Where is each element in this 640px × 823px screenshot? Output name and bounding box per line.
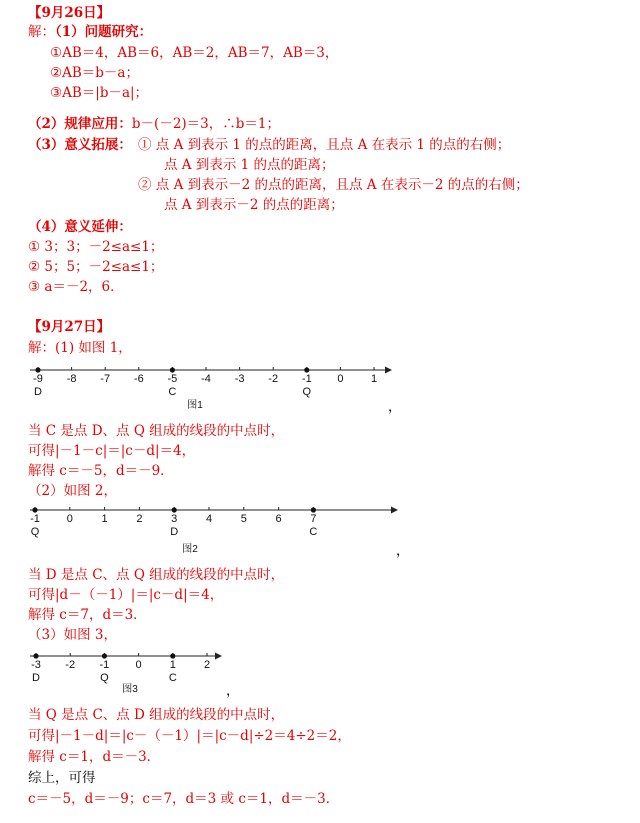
point-marker: [32, 507, 37, 512]
point-label: C: [168, 386, 177, 398]
part1-label: （1）问题研究：: [55, 24, 153, 40]
answer-label: 解：: [28, 24, 55, 40]
axis-arrow: [385, 367, 392, 374]
figure-caption: 图2: [182, 544, 198, 555]
point-label: C: [309, 526, 318, 538]
point-label: C: [168, 672, 177, 684]
part2-label: （2）规律应用：: [28, 116, 132, 132]
point-label: D: [34, 386, 42, 398]
tick-label: -2: [268, 373, 279, 385]
figure-caption: 图1: [187, 400, 203, 411]
fig1-line-2: 可得|－1－c|＝|c－d|＝4，: [28, 443, 196, 459]
part3-intro: （3）如图 3，: [28, 627, 117, 643]
answer-line: [28, 23, 152, 41]
fig3-line-3: 解得 c＝1，d＝－3．: [28, 749, 161, 765]
point-label: Q: [302, 386, 312, 398]
tick-label: -2: [65, 659, 76, 671]
point-marker: [170, 367, 175, 372]
part3-line-4: 点 A 到表示－2 的点的距离；: [164, 197, 344, 213]
tick-label: -7: [100, 373, 111, 385]
point-marker: [172, 507, 177, 512]
tick-label: 1: [370, 373, 378, 385]
tick-label: -5: [167, 373, 178, 385]
point-marker: [170, 653, 175, 658]
part1-line-3: ③AB＝|b－a|；: [50, 85, 149, 101]
tick-label: -3: [31, 659, 41, 671]
part4-label: （4）意义延伸：: [28, 219, 132, 235]
point-label: Q: [30, 526, 40, 538]
tick-label: -6: [133, 373, 144, 385]
figure-caption: 图3: [122, 684, 138, 695]
part2-intro: （2）如图 2，: [28, 483, 117, 499]
tick-label: 7: [310, 513, 317, 525]
part2-text: b－(－2)＝3，∴b＝1；: [131, 116, 280, 132]
conclusion-label: 综上，可得: [28, 770, 96, 786]
tick-label: -1: [99, 659, 110, 671]
conclusion-text: c＝－5，d＝－9；c＝7，d＝3 或 c＝1，d＝－3．: [28, 791, 340, 807]
tick-label: 3: [171, 513, 178, 525]
tick-label: 6: [275, 513, 282, 525]
fig3-line-2: 可得|－1－d|＝|c－（－1）|＝|c－d|÷2＝4÷2＝2，: [28, 728, 351, 744]
tick-label: 0: [337, 373, 344, 385]
part3-line-2: 点 A 到表示 1 的点的距离；: [164, 157, 335, 173]
tick-label: -3: [234, 373, 245, 385]
number-line-figure-3: [25, 646, 245, 702]
section-header-sep26: 【9月26日】: [28, 5, 111, 21]
figure-1-trailing-comma: ，: [388, 399, 402, 415]
part1-line-2: ②AB＝b－a；: [50, 65, 139, 81]
point-marker: [35, 367, 40, 372]
part4-line-3: ③ a＝－2，6．: [28, 279, 124, 295]
figure-3-trailing-comma: ，: [226, 683, 240, 699]
tick-label: 1: [101, 513, 108, 525]
tick-label: 2: [203, 659, 211, 671]
axis-arrow: [215, 653, 222, 660]
part3-line-3: ② 点 A 到表示－2 的点的距离，且点 A 在表示－2 的点的右侧；: [138, 177, 529, 193]
fig1-line-3: 解得 c＝－5，d＝－9．: [28, 463, 174, 479]
tick-label: -1: [301, 373, 312, 385]
fig2-line-3: 解得 c＝7，d＝3．: [28, 607, 147, 623]
axis-arrow: [391, 507, 398, 514]
point-marker: [33, 653, 38, 658]
fig2-line-1: 当 D 是点 C、点 Q 组成的线段的中点时，: [28, 567, 285, 583]
point-label: D: [32, 672, 40, 684]
fig1-line-1: 当 C 是点 D、点 Q 组成的线段的中点时，: [28, 423, 285, 439]
number-line-figure-2: [25, 502, 405, 562]
part4-line-2: ② 5；5；－2≤a≤1；: [28, 259, 164, 275]
tick-label: -9: [33, 373, 43, 385]
tick-label: -8: [66, 373, 77, 385]
part3-label: （3）意义拓展：: [28, 137, 132, 153]
tick-label: 1: [169, 659, 176, 671]
part1-line-1: ①AB＝4，AB＝6，AB＝2，AB＝7，AB＝3，: [50, 45, 339, 61]
tick-label: -1: [30, 513, 40, 525]
point-label: D: [170, 526, 179, 538]
tick-label: 0: [135, 659, 142, 671]
part3-line-1: ① 点 A 到表示 1 的点的距离，且点 A 在表示 1 的点的右侧；: [138, 137, 511, 153]
tick-label: 0: [66, 513, 73, 525]
tick-label: -4: [201, 373, 211, 385]
point-marker: [102, 653, 107, 658]
tick-label: 5: [240, 513, 247, 525]
fig3-line-1: 当 Q 是点 C、点 D 组成的线段的中点时，: [28, 707, 285, 723]
day2-intro: 解：(1) 如图 1，: [28, 340, 132, 356]
point-marker: [311, 507, 316, 512]
section-header-sep27: 【9月27日】: [28, 319, 111, 335]
tick-label: 2: [136, 513, 143, 525]
part4-line-1: ① 3；3；－2≤a≤1；: [28, 239, 164, 255]
fig2-line-2: 可得|d－（－1）|＝|c－d|＝4，: [28, 587, 224, 603]
part2-line: [28, 115, 280, 133]
number-line-figure-1: [25, 358, 405, 418]
point-marker: [304, 367, 309, 372]
tick-label: 4: [205, 513, 213, 525]
figure-2-trailing-comma: ，: [396, 543, 410, 559]
point-label: Q: [100, 672, 109, 684]
